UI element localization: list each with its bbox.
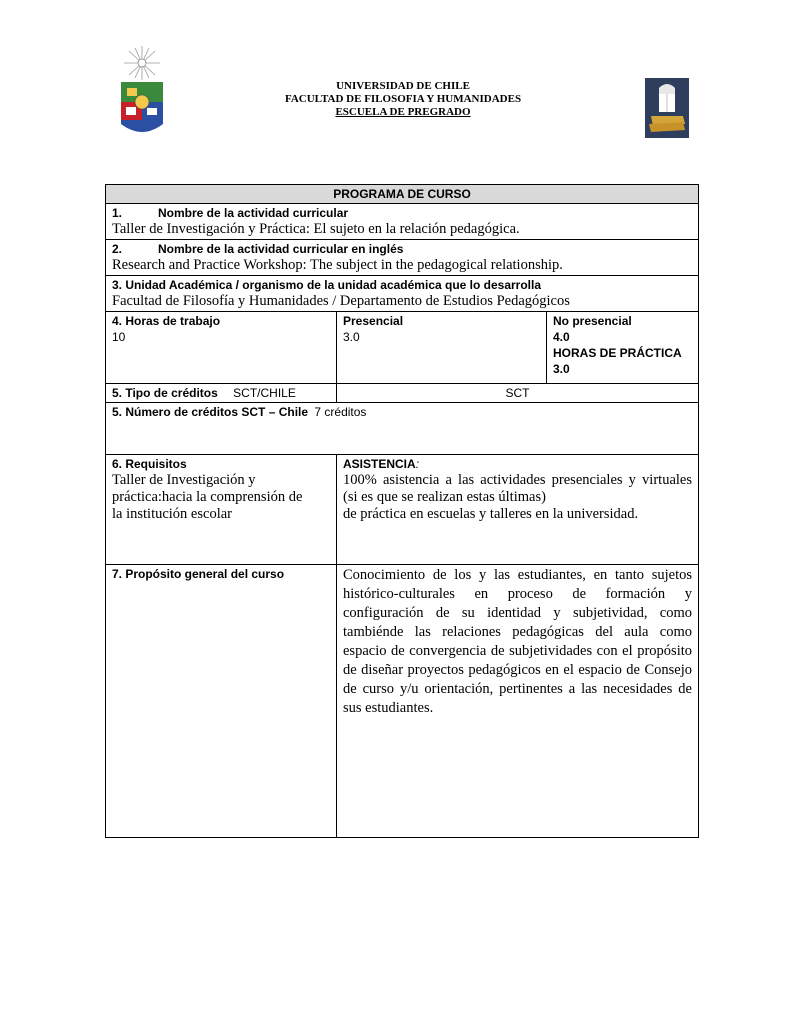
attendance-practice-text: de práctica en escuelas y talleres en la universidad. — [343, 506, 639, 522]
activity-english-value: Research and Practice Workshop: The subject in the pedagogical relationship. — [112, 257, 563, 273]
no-presencial-value: 4.0 — [553, 330, 570, 344]
credit-type-system-value: SCT — [505, 386, 530, 400]
document-header — [0, 40, 800, 140]
activity-name-cell — [106, 204, 699, 240]
purpose-label: 7. Propósito general del curso — [112, 567, 285, 581]
no-presencial-hours-cell — [547, 312, 699, 384]
no-presencial-label: No presencial — [553, 314, 632, 328]
activity-label: Nombre de la actividad curricular — [158, 206, 349, 220]
credit-type-cell — [106, 384, 337, 403]
credit-type-label: 5. Tipo de créditos — [112, 386, 218, 400]
academic-unit-label: 3. Unidad Académica / organismo de la unidad académica que lo desarrolla — [112, 278, 542, 292]
activity-english-label: Nombre de la actividad curricular en inglés — [158, 242, 404, 256]
university-coat-of-arms-logo — [118, 44, 166, 138]
credit-number-cell — [106, 403, 699, 455]
activity-number: 1. — [112, 206, 123, 220]
credit-number-value: 7 créditos — [314, 405, 367, 419]
presencial-value: 3.0 — [343, 330, 360, 344]
academic-unit-cell — [106, 276, 699, 312]
activity-english-number: 2. — [112, 242, 123, 256]
program-title: PROGRAMA DE CURSO — [106, 185, 699, 204]
credit-type-value: SCT/CHILE — [233, 386, 296, 400]
activity-value: Taller de Investigación y Práctica: El sujeto en la relación pedagógica. — [112, 221, 520, 237]
academic-unit-value: Facultad de Filosofía y Humanidades / Departamento de Estudios Pedagógicos — [112, 293, 570, 309]
work-hours-value: 10 — [112, 330, 126, 344]
work-hours-label: 4. Horas de trabajo — [112, 314, 221, 328]
attendance-text: 100% asistencia a las actividades presenciales y virtuales (si es que se realizan estas últimas) — [343, 472, 692, 505]
school-name: ESCUELA DE PREGRADO — [335, 106, 471, 118]
work-hours-cell — [106, 312, 337, 384]
credit-type-system-cell — [337, 384, 699, 403]
attendance-label: ASISTENCIA — [343, 457, 416, 471]
requirements-label: 6. Requisitos — [112, 457, 187, 471]
activity-name-english-cell — [106, 240, 699, 276]
attendance-colon: : — [415, 457, 420, 471]
faculty-book-logo — [645, 78, 689, 138]
purpose-value: Conocimiento de los y las estudiantes, en tanto sujetos histórico-culturales en proceso de formación y configuración de su identidad y subjetividad, como tambiénde las relaciones pedagógicas del aula como espacio de convergencia de subjetividades con el propósito de diseñar proyectos pedagógicos en el espacio de Consejo de curso y/u orientación, pertinentes a las necesidades de sus estudiantes. — [343, 567, 692, 716]
university-name: UNIVERSIDAD DE CHILE — [336, 80, 470, 92]
credit-number-label: 5. Número de créditos SCT – Chile — [112, 405, 309, 419]
practice-hours-label: HORAS DE PRÁCTICA — [553, 346, 682, 360]
faculty-name: FACULTAD DE FILOSOFIA Y HUMANIDADES — [284, 93, 522, 105]
institution-heading — [200, 80, 606, 119]
attendance-cell — [337, 455, 699, 565]
course-program-table — [105, 184, 699, 838]
presencial-hours-cell — [337, 312, 547, 384]
requirements-cell — [106, 455, 337, 565]
purpose-value-cell — [337, 565, 699, 838]
presencial-label: Presencial — [343, 314, 404, 328]
practice-hours-value: 3.0 — [553, 362, 570, 376]
requirements-value: Taller de Investigación y práctica:hacia la comprensión de la institución escolar — [112, 472, 303, 522]
purpose-label-cell — [106, 565, 337, 838]
